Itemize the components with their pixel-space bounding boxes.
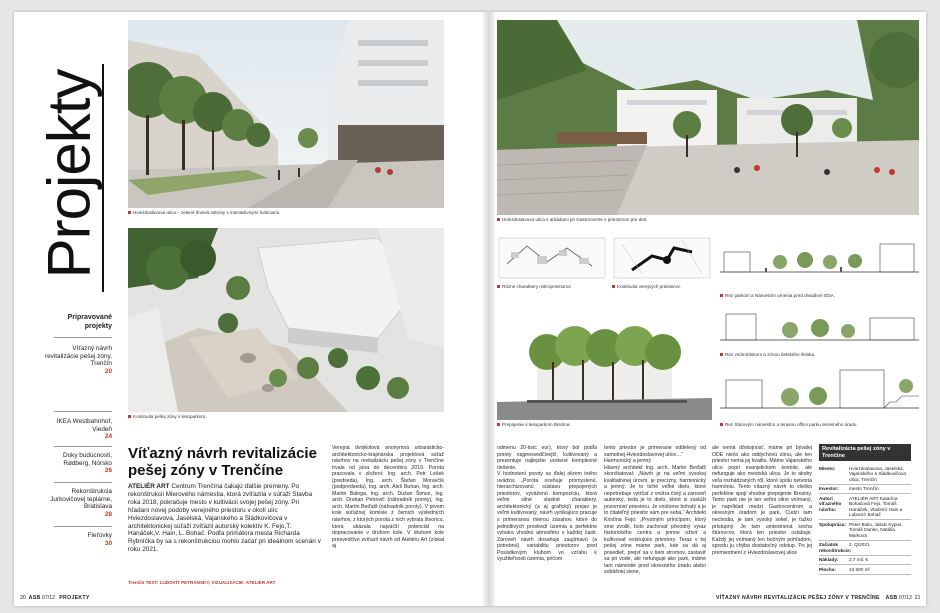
caption-photo2: Kontinuita pešej zóny s lesoparkom. (128, 414, 444, 419)
article-credit: Trenčín TEXT: ĽUDOVÍT PETRÁNSKY, VIZUALIZÁCIE: ATELIÉR ART (128, 580, 276, 585)
street-render-photo (128, 20, 444, 208)
spread-gutter (483, 12, 495, 606)
toc-divider (54, 446, 112, 447)
article-lead: ATELIÉR ART Centrum Trenčína čakajú ďalšie premeny. Po rekonštrukcii Mierového námestia, ktorá zvíťazila v súťaži Stavba roka 2018, pokračuje mesto v kultivácii svojej pešej zóny. Pri hľadaní novej podoby verejného priestoru v okolí ulíc Hviezdoslavova, Jaselská, Vajanského a Sládkovičova v architektonickej súťaži zvíťazil autorský kolektív K. Fejo,T. Hanáček,V. Hain, L. Bohač. Podľa primátora mesta Richarda Rybníčka by sa s rekonštrukciou mohlo začať pri ideálnom scenári v roku 2021. (128, 483, 321, 554)
article-column-1: Verejná dvojkolová anonymná urbanisticko-architektonicko-krajinárska projektová súťaž návrhov na revitalizáciu pešej zóny v Trenčíne trvala od júna do decembra 2019. Porota pracovala v zložení: Ing. arch. Petr Lešek (predseda), Ing. arch. Štefan Moravčík (podpredseda), Ing. arch. Aleš Burian, Ing. arch. Martin Baloga, Ing. arch. Dušan Šimun, Ing. arch. Drahan Petrovič (náhradník poroty), Ing. arch. Martin Beďatš (náhradník poroty). V prvom kole súťažnej komisie z ôsmich výsledných návrhov, z ktorých porota z nich vybrala štvoricu, ktorá ukázala najväčší potenciál na dopracovanie v druhom kole. V druhom kole presvedčivo zvíťazil návrh od Ateliéru Art (získal aj (332, 445, 444, 550)
toc-item[interactable]: Doky budúcnosti, Rødberg, Nórsko 26 (62, 452, 112, 475)
article-column-4: ale nemá dôstojnosť, máme pri bývalej ODE niečo ako oddychovú zónu, ale ten priestor nemá jej kvalitu. Máme Vajanského ulicu popri evanjelickom kostole, ale nefunguje ako mestská ulica. Je to akoby veľa rozhádzaných rôl, ktoré spolu netvoria harmóniu. Tento vítazný návrh to všetko perfektne spojí vhodne prepojenie Breziny. Tento park nie je len veľmi silno vnímaný, je napríklad medzi Gastrocentrom a okresným úradom je park. Cudzí tam nechodia, je tam vysoký sokel, je ťažko prístupný. Je tam umiestnená socha štúrovcov, ktorá ten priestor oslabuje. Každý jej vnímaný len bočným pohľadom, spredu ju chýba dostatočný odstup. Po jej premiestnení z Hviezdoslavovej ulice (712, 445, 812, 556)
section-diagram-square (720, 364, 919, 418)
toc-item[interactable]: Víťazný návrh revitalizácie pešej zóny, Trenčín 20 (44, 345, 112, 375)
caption-photo4: Prepojenie s lesoparkom Brezina. (497, 422, 712, 427)
toc-divider (54, 337, 112, 338)
article-headline: Víťazný návrh revitalizácie pešej zóny v Trenčíne (128, 445, 317, 479)
magazine-spread (14, 12, 926, 606)
toc-item[interactable]: IKEA Westbahnhof, Viedeň 24 (56, 418, 112, 441)
caption-diag4: Rez vnútroblokom a zónou detského ihriska. (720, 352, 919, 357)
info-row: Plocha: 13 600 m² (819, 565, 911, 575)
section-diagram-courtyard (720, 304, 919, 350)
caption-diag3: Rez parkom a Námestím urnenia pred divadlom ODA. (720, 293, 919, 298)
info-row: Autori víťazného návrhu: ATELIÉR ART Katarína Bohačová Fejo, Tomáš Hanáček, Vladimír Hain a Lubomír Bohač (819, 494, 911, 520)
aerial-render-photo (128, 228, 444, 412)
info-row: Začiatok rekonštrukcie: 2. Q/2021 (819, 541, 911, 556)
footer-right: VÍŤAZNÝ NÁVRH REVITALIZÁCIE PEŠEJ ZÓNY V TRENČÍNE ASB 07/12 21 (716, 595, 921, 601)
title-rule (102, 64, 104, 292)
microspace-diagram (497, 234, 607, 282)
section-diagram-park (720, 234, 919, 282)
toc-divider (54, 482, 112, 483)
brezina-render-photo (497, 312, 712, 420)
article-column-3: tento priestor je primerane oddelený od samotnej Hviezdoslavovej ulice…“ Harmonický a jemný Hlavný architekt Ing. arch. Martin Beďatš skonštatoval: „Návrh je na veľmi vysokej kvalitatívnej úrovni, je precízny, harmonický a jemný. Je to tiché veľké dielo, ktoré nepotrebuje vytŕčať z vnútra čistý a zároveň autorský, teda je to dielo, ktoré si zaslúži pozornosť priestoru. Je vnútorne bohatý a je to čitateľný priestor sám pre seba.“ Architekt Kristína Fejo: „Prvotným princípom, ktorý sme zvolili, bolo zachovať pôvodný výraz historického centra a jemne oživiť a kultivovať existujúce priestory. Teraz v tej pešej zóne máme park, kde sa dá aj posedieť, prejsť sa v tieni stromov, zastaviť sa pri vode, ale nefunguje ako park, máme tam námestie pred okresného úradu alebo sobášnej siene, (604, 445, 706, 576)
caption-photo3: Hviezdoslavova ulica s arkádami pri Gastrocentre s priestorom pre deti. (497, 217, 919, 222)
footer-left: 20 ASB 07/12 PROJEKTY (20, 595, 90, 601)
project-info-box (819, 444, 911, 586)
toc-divider (54, 526, 112, 527)
toc-divider (54, 411, 112, 412)
section-title-vertical: Projekty (35, 69, 103, 279)
article-column-2: odmenu 20-tisíc eur), ktorý bol podľa poroty najpresvedčivejší, kultivovaný a prezentuje najlepšie ucelené komplexné riešenie. V hodnotení poroty sa ďalej okrem iného uvádza: „Porota oceňuje promyslenú, hierarchizovanú sústavu prepojených priestorov, vyváženú kompozíciu, ktorá veľmi silné vlastné charaktery, architektonický (a aj grafický) prejav je veľmi kultivovaný, návrh vynikajúco pracuje s primeranou mierou zásahov, ktoré do jednotlivých prostredí územia a perfektne vytvára vhodnú atmosféru v každej časti. Zároveň návrh dosahuje zaujímavú (a potrebnú) variabilitu priestorov pred Posádkovým klubom vo vzťahu k využiteľnosti územia, pričom (497, 445, 597, 563)
info-row: Miesto: Hviezdoslavova, Jaselská, Vajanského a Sládkovičova ulica, Trenčín (819, 464, 911, 485)
info-row: Náklady: 2,7 mil. € (819, 556, 911, 566)
plaza-render-photo (497, 20, 919, 215)
info-row: Spolupráca: Peter Bulio, Jakub Kypus, Tomáš Danko, Natália Marková (819, 520, 911, 541)
continuity-diagram (612, 234, 712, 282)
info-row: Investor: mesto Trenčín (819, 485, 911, 495)
toc-heading: Pripravované projekty (67, 314, 112, 330)
toc-item[interactable]: Rekonštrukcia Jurkovičovej teplárne, Bratislava 28 (50, 488, 112, 518)
info-box-title: Revitalizácia pešej zóny v Trenčíne (819, 444, 911, 461)
toc-item[interactable]: Fleťovky 30 (87, 532, 112, 547)
caption-diag2: Kontinuita verejných priestorov. (612, 284, 712, 289)
caption-photo1: Hviezdoslavova ulica – zelené líniová ostrovy s interaktívnymi funkciami. (128, 210, 444, 215)
caption-diag1: Rôzne charaktery mikropriestorov. (497, 284, 607, 289)
caption-diag5: Rez Štúrovým námestím a terasou office parku okresného úradu. (720, 422, 919, 427)
